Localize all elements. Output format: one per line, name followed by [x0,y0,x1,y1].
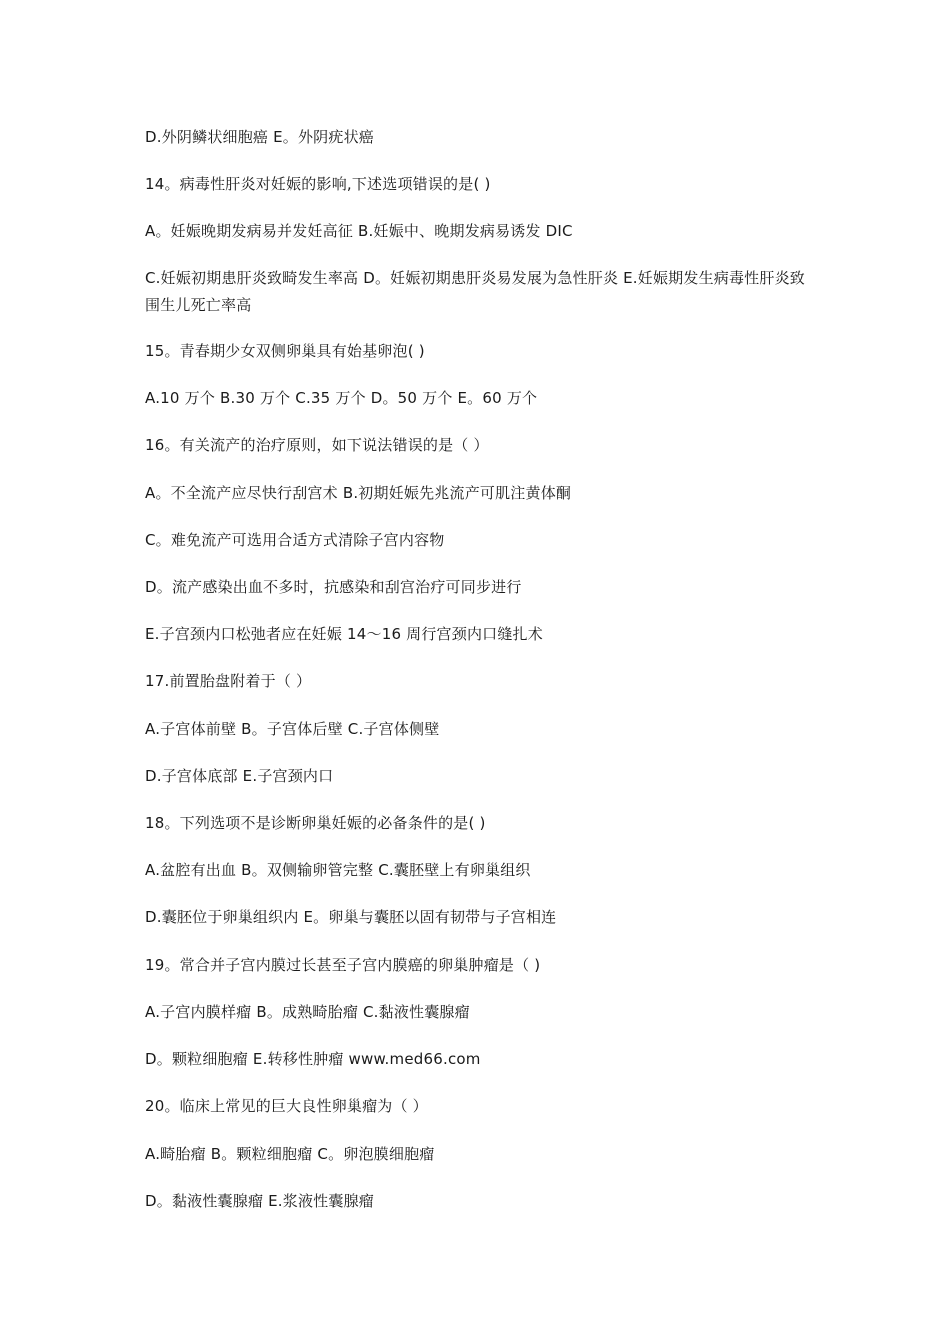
question-15: 15。青春期少女双侧卵巢具有始基卵泡( ) [145,342,425,360]
option-line-16-ab: A。不全流产应尽快行刮宫术 B.初期妊娠先兆流产可肌注黄体酮 [145,484,572,502]
option-line-18-abc: A.盆腔有出血 B。双侧输卵管完整 C.囊胚壁上有卵巢组织 [145,861,531,879]
question-19: 19。常合并子宫内膜过长甚至子宫内膜癌的卵巢肿瘤是（ ) [145,956,541,974]
option-line-14-ab: A。妊娠晚期发病易并发妊高征 B.妊娠中、晚期发病易诱发 DIC [145,222,573,240]
question-14: 14。病毒性肝炎对妊娠的影响,下述选项错误的是( ) [145,175,491,193]
option-line-17-abc: A.子宫体前壁 B。子宫体后壁 C.子宫体侧壁 [145,720,440,738]
option-line-19-de: D。颗粒细胞瘤 E.转移性肿瘤 www.med66.com [145,1050,481,1068]
option-line-17-de: D.子宫体底部 E.子宫颈内口 [145,767,334,785]
option-line-18-de: D.囊胚位于卵巢组织内 E。卵巢与囊胚以固有韧带与子宫相连 [145,908,557,926]
option-line-13-de: D.外阴鳞状细胞癌 E。外阴疣状癌 [145,128,374,146]
question-16: 16。有关流产的治疗原则，如下说法错误的是（ ） [145,436,489,454]
option-line-16-c: C。难免流产可选用合适方式清除子宫内容物 [145,531,445,549]
option-line-19-abc: A.子宫内膜样瘤 B。成熟畸胎瘤 C.黏液性囊腺瘤 [145,1003,470,1021]
option-line-14-cde: C.妊娠初期患肝炎致畸发生率高 D。妊娠初期患肝炎易发展为急性肝炎 E.妊娠期发生病毒性肝炎致围生儿死亡率高 [145,269,805,314]
question-18: 18。下列选项不是诊断卵巢妊娠的必备条件的是( ) [145,814,486,832]
option-line-16-e: E.子宫颈内口松弛者应在妊娠 14～16 周行宫颈内口缝扎术 [145,625,543,643]
question-20: 20。临床上常见的巨大良性卵巢瘤为（ ） [145,1097,428,1115]
option-line-15: A.10 万个 B.30 万个 C.35 万个 D。50 万个 E。60 万个 [145,389,538,407]
option-line-16-d: D。流产感染出血不多时，抗感染和刮宫治疗可同步进行 [145,578,522,596]
option-line-20-abc: A.畸胎瘤 B。颗粒细胞瘤 C。卵泡膜细胞瘤 [145,1145,435,1163]
option-line-20-de: D。黏液性囊腺瘤 E.浆液性囊腺瘤 [145,1192,374,1210]
question-17: 17.前置胎盘附着于（ ） [145,672,312,690]
